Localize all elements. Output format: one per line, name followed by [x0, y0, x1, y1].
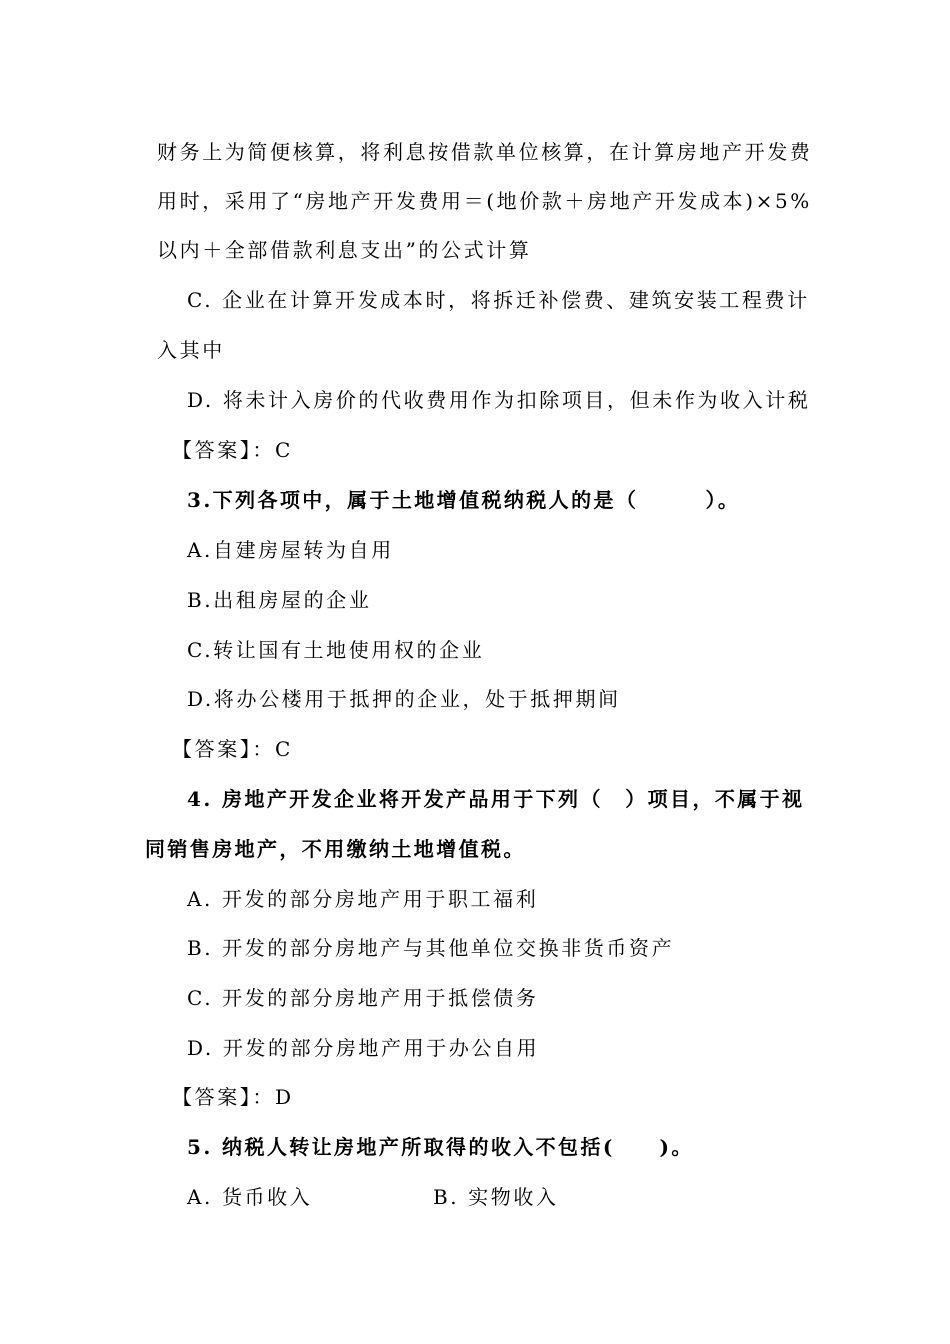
answer-label: 【答案】：C [172, 737, 293, 761]
option-b: B. 实物收入 [433, 1185, 559, 1209]
text-line: 财务上为简便核算，将利息按借款单位核算，在计算房地产开发费 [157, 140, 813, 164]
option-a: A. 开发的部分房地产用于职工福利 [187, 887, 539, 911]
question-4: 4. 房地产开发企业将开发产品用于下列（ ）项目，不属于视 [187, 787, 805, 811]
text-line: 入其中 [157, 338, 225, 362]
option-a: A.自建房屋转为自用 [187, 538, 394, 562]
option-b: B.出租房屋的企业 [187, 588, 372, 612]
option-d: D.将办公楼用于抵押的企业，处于抵押期间 [187, 687, 621, 711]
option-d: D. 开发的部分房地产用于办公自用 [187, 1036, 540, 1060]
option-c: C.转让国有土地使用权的企业 [187, 638, 485, 662]
option-c: C. 企业在计算开发成本时，将拆迁补偿费、建筑安装工程费计 [187, 288, 810, 312]
option-c: C. 开发的部分房地产用于抵偿债务 [187, 986, 539, 1010]
question-4-continued: 同销售房地产，不用缴纳土地增值税。 [145, 837, 526, 861]
question-5: 5. 纳税人转让房地产所取得的收入不包括( )。 [187, 1135, 694, 1159]
text-line: 以内＋全部借款利息支出”的公式计算 [157, 238, 532, 262]
question-3: 3.下列各项中，属于土地增值税纳税人的是（ ）。 [187, 488, 741, 512]
answer-label: 【答案】：C [172, 438, 293, 462]
option-a: A. 货币收入 [187, 1185, 313, 1209]
option-d: D. 将未计入房价的代收费用作为扣除项目，但未作为收入计税 [187, 388, 811, 412]
option-b: B. 开发的部分房地产与其他单位交换非货币资产 [187, 936, 675, 960]
answer-label: 【答案】：D [172, 1085, 294, 1109]
text-line: 用时，采用了“房地产开发费用＝(地价款＋房地产开发成本)×5% [157, 189, 812, 213]
